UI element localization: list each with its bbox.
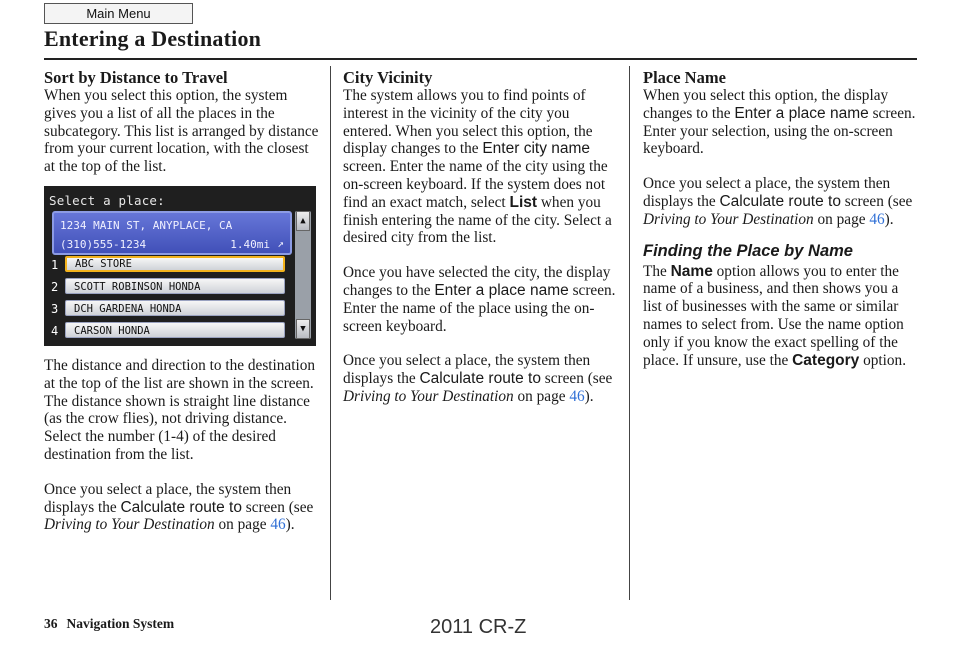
direction-arrow-icon: ↗ [277,236,284,250]
screen-header: Select a place: [49,192,165,208]
cross-reference: Driving to Your Destination [343,387,514,405]
cross-reference: Driving to Your Destination [643,210,814,228]
page-link[interactable]: 46 [569,387,585,405]
page-link[interactable]: 46 [270,516,286,534]
list-item [52,322,290,340]
paragraph: Once you have selected the city, the display changes to the Enter a place name screen. Enter the name of the place using the on-screen keyboard. [343,264,616,335]
model-watermark: 2011 CR-Z [430,616,527,638]
list-item-button[interactable]: ABC STORE [65,256,285,272]
section-heading: City Vicinity [343,68,433,87]
page-number: 36 [44,616,58,631]
ui-term: Enter a place name [434,281,569,299]
page-link[interactable]: 46 [869,210,885,228]
list-item-number: 4 [51,323,59,338]
ui-term: Calculate route to [419,370,541,388]
paragraph: Once you select a place, the system then displays the Calculate route to screen (see Driving to Your Destination on page 46). [343,352,613,405]
column-divider [629,66,630,600]
section-heading: Sort by Distance to Travel [44,68,228,87]
paragraph: The Name option allows you to enter the name of a business, and then shows you a list of businesses with the same or similar names to select from. Use the name option only if you know the exact spelling of the place. If unsure, use the Category option. [643,262,907,369]
place-distance: 1.40mi [230,237,270,251]
nav-screen-select-place [44,186,316,346]
paragraph: The system allows you to find points of interest in the vicinity of the city you entered. When you select this option, the display changes to the Enter city name screen. Enter the name of the city using the on-screen keyboard. If the system does not find an exact match, select List when you finish entering the name of the city. Select a desired city from the list. [343,87,612,247]
page-footer [44,616,174,632]
ui-term: Calculate route to [719,192,841,210]
paragraph: When you select this option, the display changes to the Enter a place name screen. Enter your selection, using the on-screen keyboard. [643,87,916,158]
list-item-number: 2 [51,279,59,294]
column-place-name [643,69,918,369]
paragraph: Once you select a place, the system then displays the Calculate route to screen (see Driving to Your Destination on page 46). [643,175,913,228]
section-heading: Place Name [643,68,726,87]
place-address: 1234 MAIN ST, ANYPLACE, CA [60,218,233,232]
place-info-box [52,211,292,255]
column-divider [330,66,331,600]
scroll-down-icon[interactable]: ▼ [296,319,310,339]
paragraph: When you select this option, the system gives you a list of all the places in the subcategory. This list is arranged by distance from your current location, with the closest at the top of the list. [44,87,319,176]
scrollbar[interactable] [295,211,311,339]
list-item-button[interactable]: SCOTT ROBINSON HONDA [65,278,285,294]
column-sort-by-distance [44,69,319,534]
subsection-heading: Finding the Place by Name [643,241,853,260]
main-menu-button[interactable]: Main Menu [44,3,193,24]
list-item [52,278,290,296]
list-item-number: 1 [51,257,59,272]
ui-term: Enter city name [482,140,591,158]
ui-term: List [509,193,538,211]
page-title: Entering a Destination [44,26,262,51]
scroll-up-icon[interactable]: ▲ [296,211,310,231]
footer-section: Navigation System [66,616,175,631]
list-item-button[interactable]: CARSON HONDA [65,322,285,338]
ui-term: Calculate route to [120,498,242,516]
list-item-number: 3 [51,301,59,316]
list-item [52,256,290,274]
cross-reference: Driving to Your Destination [44,516,215,534]
paragraph: Once you select a place, the system then displays the Calculate route to screen (see Driving to Your Destination on page 46). [44,480,314,534]
place-phone: (310)555-1234 [60,237,147,251]
ui-term: Category [792,351,860,369]
column-city-vicinity [343,69,618,406]
list-item-button[interactable]: DCH GARDENA HONDA [65,300,285,316]
ui-term: Name [670,262,713,280]
list-item [52,300,290,318]
title-rule [44,58,917,60]
ui-term: Enter a place name [734,104,869,122]
paragraph: The distance and direction to the destination at the top of the list are shown in the screen. The distance shown is straight line distance (as the crow flies), not driving distance. Select the number (1-4) of the desired destination from the list. [44,356,316,463]
